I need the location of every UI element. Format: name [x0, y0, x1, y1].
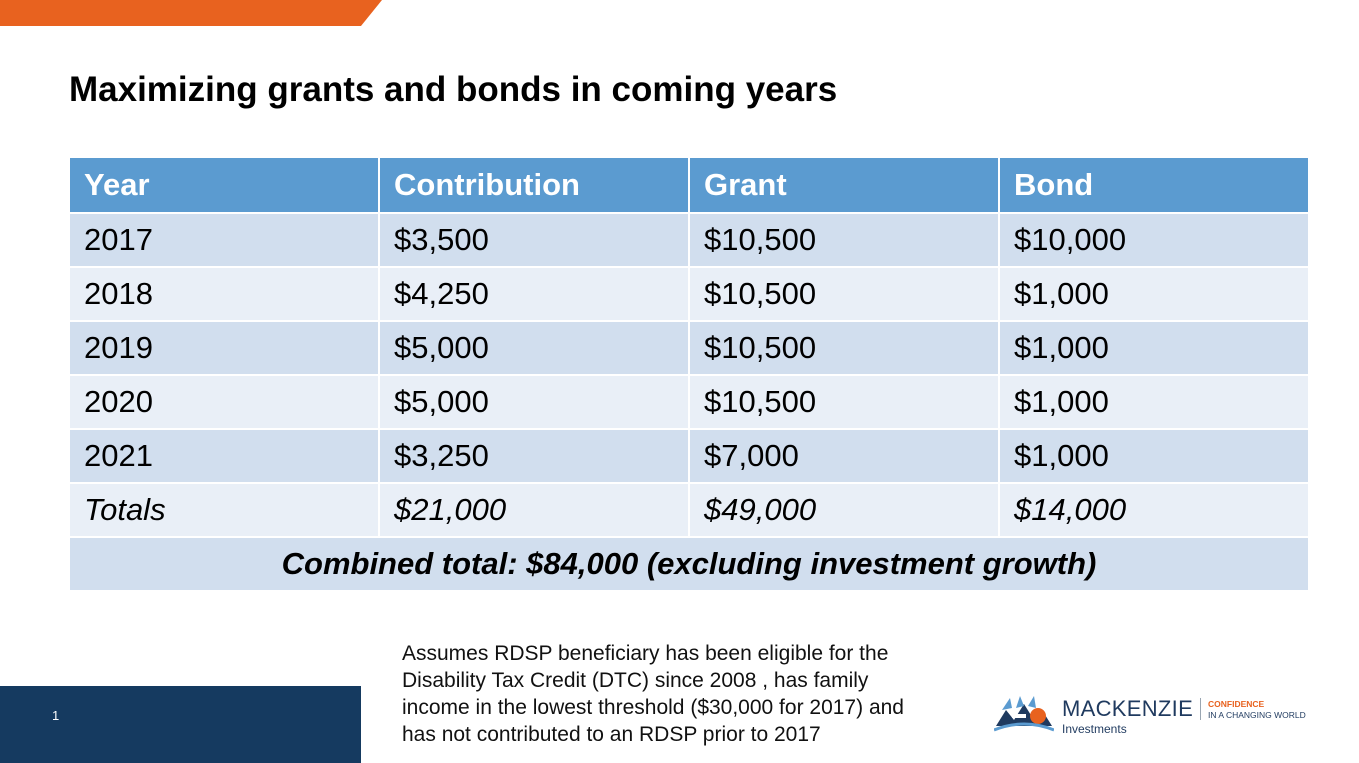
column-header-grant: Grant: [689, 157, 999, 213]
table-row: [69, 213, 1309, 267]
cell-grant: $10,500: [689, 321, 999, 375]
table-row: [69, 429, 1309, 483]
mackenzie-logo: [994, 694, 1314, 740]
table-row: [69, 375, 1309, 429]
footnote-line: income in the lowest threshold ($30,000 for 2017) and: [402, 696, 904, 719]
footnote-line: has not contributed to an RDSP prior to 2017: [402, 723, 821, 746]
footnote-line: Disability Tax Credit (DTC) since 2008 , has family: [402, 669, 869, 692]
cell-contribution: $5,000: [379, 321, 689, 375]
cell-grant: $10,500: [689, 213, 999, 267]
total-grant: $49,000: [689, 483, 999, 537]
brand-subtitle: Investments: [1062, 722, 1127, 736]
cell-contribution: $4,250: [379, 267, 689, 321]
cell-contribution: $3,500: [379, 213, 689, 267]
cell-year: 2019: [69, 321, 379, 375]
combined-total-row: [69, 537, 1309, 591]
grants-bonds-table: [68, 156, 1310, 592]
logo-divider: [1200, 698, 1201, 720]
cell-bond: $1,000: [999, 321, 1309, 375]
tagline-line-2: IN A CHANGING WORLD: [1208, 710, 1306, 720]
column-header-bond: Bond: [999, 157, 1309, 213]
footnote-line: Assumes RDSP beneficiary has been eligible for the: [402, 642, 889, 665]
footnote: [402, 640, 982, 748]
page-title: Maximizing grants and bonds in coming years: [69, 70, 838, 109]
page-number: 1: [52, 708, 60, 723]
cell-year: 2017: [69, 213, 379, 267]
brand-name: MACKENZIE: [1062, 696, 1194, 721]
total-contribution: $21,000: [379, 483, 689, 537]
column-header-year: Year: [69, 157, 379, 213]
totals-row: [69, 483, 1309, 537]
cell-grant: $7,000: [689, 429, 999, 483]
cell-contribution: $5,000: [379, 375, 689, 429]
combined-total: Combined total: $84,000 (excluding investment growth): [69, 537, 1309, 591]
cell-bond: $1,000: [999, 267, 1309, 321]
total-bond: $14,000: [999, 483, 1309, 537]
tagline-line-1: CONFIDENCE: [1208, 699, 1265, 709]
top-accent-bar: [0, 0, 382, 26]
table-header-row: [69, 157, 1309, 213]
cell-year: 2018: [69, 267, 379, 321]
cell-grant: $10,500: [689, 267, 999, 321]
cell-year: 2020: [69, 375, 379, 429]
cell-bond: $1,000: [999, 429, 1309, 483]
cell-bond: $10,000: [999, 213, 1309, 267]
cell-bond: $1,000: [999, 375, 1309, 429]
cell-year: 2021: [69, 429, 379, 483]
table-row: [69, 267, 1309, 321]
footer-bar: [0, 686, 361, 763]
cell-grant: $10,500: [689, 375, 999, 429]
totals-label: Totals: [69, 483, 379, 537]
table-row: [69, 321, 1309, 375]
cell-contribution: $3,250: [379, 429, 689, 483]
mackenzie-logo-icon: [994, 696, 1054, 732]
column-header-contribution: Contribution: [379, 157, 689, 213]
